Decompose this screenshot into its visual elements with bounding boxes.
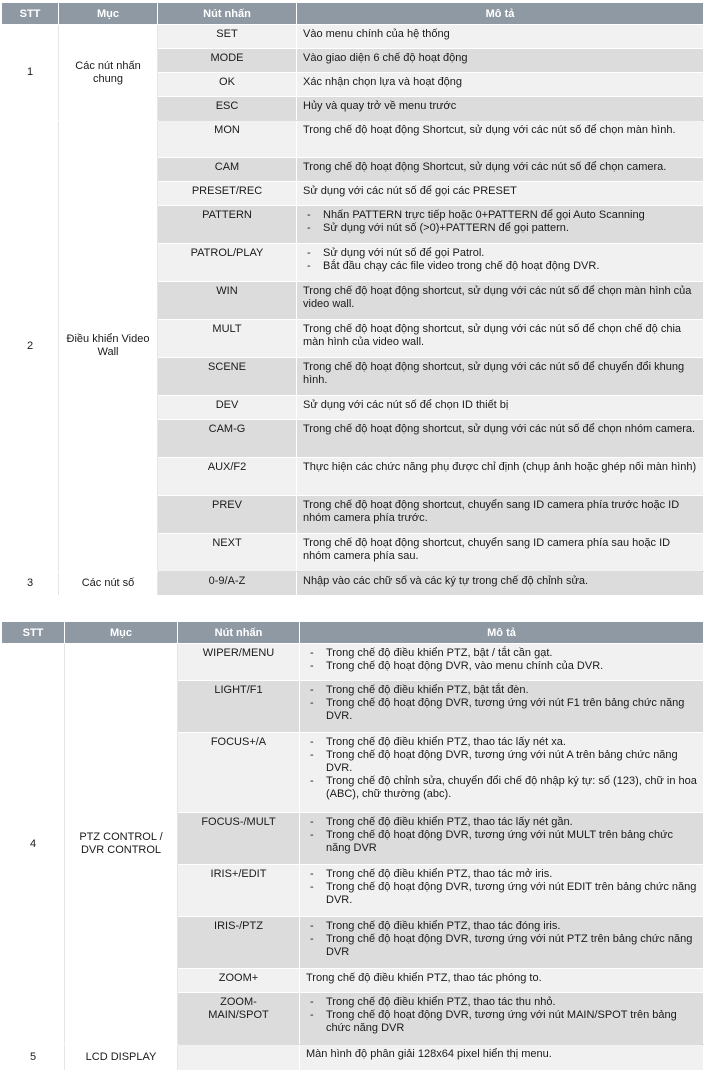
button-name [178, 1045, 300, 1071]
button-name: FOCUS-/MULT [178, 813, 300, 865]
list-item: - Trong chế độ hoạt động DVR, tương ứng với nút MAIN/SPOT trên bảng chức năng DVR [306, 1009, 697, 1035]
description: Màn hình độ phân giải 128x64 pixel hiển thị menu. [300, 1045, 704, 1071]
description: Trong chế độ hoạt động shortcut, sử dụng với các nút số để chọn chế độ chia màn hình của video wall. [297, 320, 704, 358]
description-list [303, 247, 697, 273]
header-nut-nhan: Nút nhấn [178, 622, 300, 644]
list-item: - Trong chế độ hoạt động DVR, tương ứng với nút F1 trên bảng chức năng DVR. [306, 697, 697, 723]
list-item: - Trong chế độ hoạt động DVR, tương ứng với nút PTZ trên bảng chức năng DVR [306, 933, 697, 959]
table-row [2, 1045, 704, 1071]
description: Vào menu chính của hệ thống [297, 25, 704, 49]
stt-cell: 5 [2, 1045, 65, 1071]
button-name: WIN [158, 282, 297, 320]
list-item: - Trong chế độ hoạt động DVR, tương ứng với nút A trên bảng chức năng DVR. [306, 749, 697, 775]
button-name: 0-9/A-Z [158, 572, 297, 596]
button-name: PRESET/REC [158, 182, 297, 206]
header-stt: STT [2, 3, 59, 25]
header-row [2, 3, 704, 25]
description: Sử dụng với các nút số để gọi các PRESET [297, 182, 704, 206]
header-muc: Mục [65, 622, 178, 644]
table-row [2, 25, 704, 49]
description: Trong chế độ hoạt động Shortcut, sử dụng với các nút số để chọn màn hình. [297, 121, 704, 158]
description-list [306, 868, 697, 907]
table-row [2, 121, 704, 158]
list-item: - Bắt đầu chạy các file video trong chế độ hoạt động DVR. [303, 260, 697, 273]
list-item: - Nhấn PATTERN trực tiếp hoặc 0+PATTERN để gọi Auto Scanning [303, 209, 697, 222]
button-name: PATTERN [158, 206, 297, 244]
description: Trong chế độ điều khiển PTZ, thao tác phóng to. [300, 969, 704, 993]
description: Nhập vào các chữ số và các ký tự trong chế độ chỉnh sửa. [297, 572, 704, 596]
muc-cell: Điều khiển Video Wall [59, 121, 158, 572]
header-stt: STT [2, 622, 65, 644]
button-name: NEXT [158, 534, 297, 572]
description: Vào giao diện 6 chế độ hoạt động [297, 49, 704, 73]
description-list [303, 209, 697, 235]
button-name: AUX/F2 [158, 458, 297, 496]
button-name: IRIS+/EDIT [178, 865, 300, 917]
muc-cell: Các nút số [59, 572, 158, 596]
table-row [2, 644, 704, 681]
description: Trong chế độ hoạt động shortcut, sử dụng với các nút số để chọn nhóm camera. [297, 420, 704, 458]
description [300, 813, 704, 865]
button-name: IRIS-/PTZ [178, 917, 300, 969]
button-name: WIPER/MENU [178, 644, 300, 681]
description: Trong chế độ hoạt động shortcut, chuyển sang ID camera phía trước hoặc ID nhóm camera phía trước. [297, 496, 704, 534]
description: Trong chế độ hoạt động shortcut, sử dụng với các nút số để chọn màn hình của video wall. [297, 282, 704, 320]
list-item: - Trong chế độ hoạt động DVR, tương ứng với nút EDIT trên bảng chức năng DVR. [306, 881, 697, 907]
description-list [306, 996, 697, 1035]
description [300, 917, 704, 969]
button-table-2 [1, 621, 704, 1071]
list-item: - Trong chế độ hoạt động DVR, vào menu chính của DVR. [306, 660, 697, 673]
description: Thực hiện các chức năng phụ được chỉ định (chụp ảnh hoặc ghép nối màn hình) [297, 458, 704, 496]
list-item: - Trong chế độ điều khiển PTZ, bật / tắt cần gạt. [306, 647, 697, 660]
stt-cell: 4 [2, 644, 65, 1045]
description: Hủy và quay trở về menu trước [297, 97, 704, 121]
stt-cell: 2 [2, 121, 59, 572]
button-name: MON [158, 121, 297, 158]
description: Trong chế độ hoạt động Shortcut, sử dụng với các nút số để chọn camera. [297, 158, 704, 182]
button-name: MODE [158, 49, 297, 73]
list-item: - Sử dụng với nút số (>0)+PATTERN để gọi pattern. [303, 222, 697, 235]
description-list [306, 816, 697, 855]
description: Trong chế độ hoạt động shortcut, sử dụng với các nút số để chuyển đổi khung hình. [297, 358, 704, 396]
description: Trong chế độ hoạt động shortcut, chuyển sang ID camera phía sau hoặc ID nhóm camera phía sau. [297, 534, 704, 572]
list-item: - Trong chế độ chỉnh sửa, chuyển đổi chế độ nhập ký tự: số (123), chữ in hoa (ABC), chữ thường (abc). [306, 775, 697, 801]
stt-cell: 1 [2, 25, 59, 121]
button-name: PATROL/PLAY [158, 244, 297, 282]
button-name: OK [158, 73, 297, 97]
stt-cell: 3 [2, 572, 59, 596]
description-list [306, 647, 697, 673]
button-name: SET [158, 25, 297, 49]
muc-cell: LCD DISPLAY [65, 1045, 178, 1071]
description [300, 733, 704, 813]
description: Xác nhận chọn lựa và hoạt động [297, 73, 704, 97]
button-name: CAM-G [158, 420, 297, 458]
button-name: MULT [158, 320, 297, 358]
header-mo-ta: Mô tả [297, 3, 704, 25]
description-list [306, 920, 697, 959]
list-item: - Trong chế độ điều khiển PTZ, thao tác đóng iris. [306, 920, 697, 933]
button-name: FOCUS+/A [178, 733, 300, 813]
muc-cell: Các nút nhấn chung [59, 25, 158, 121]
header-muc: Mục [59, 3, 158, 25]
muc-cell: PTZ CONTROL / DVR CONTROL [65, 644, 178, 1045]
button-name: ZOOM+ [178, 969, 300, 993]
description [297, 206, 704, 244]
button-name: CAM [158, 158, 297, 182]
description [300, 681, 704, 733]
button-name: ESC [158, 97, 297, 121]
list-item: - Trong chế độ hoạt động DVR, tương ứng với nút MULT trên bảng chức năng DVR [306, 829, 697, 855]
button-name: PREV [158, 496, 297, 534]
description [300, 644, 704, 681]
table-row [2, 572, 704, 596]
list-item: - Trong chế độ điều khiển PTZ, thao tác thu nhỏ. [306, 996, 697, 1009]
header-row [2, 622, 704, 644]
button-table-1 [1, 2, 704, 596]
description-list [306, 684, 697, 723]
button-name: SCENE [158, 358, 297, 396]
list-item: - Trong chế độ điều khiển PTZ, thao tác lấy nét xa. [306, 736, 697, 749]
list-item: - Sử dụng với nút số để gọi Patrol. [303, 247, 697, 260]
list-item: - Trong chế độ điều khiển PTZ, thao tác lấy nét gần. [306, 816, 697, 829]
header-mo-ta: Mô tả [300, 622, 704, 644]
list-item: - Trong chế độ điều khiển PTZ, thao tác mở iris. [306, 868, 697, 881]
description: Sử dụng với các nút số để chọn ID thiết bị [297, 396, 704, 420]
description-list [306, 736, 697, 801]
description [300, 865, 704, 917]
list-item: - Trong chế độ điều khiển PTZ, bật tắt đèn. [306, 684, 697, 697]
header-nut-nhan: Nút nhấn [158, 3, 297, 25]
description [297, 244, 704, 282]
button-name: DEV [158, 396, 297, 420]
button-name: ZOOM- MAIN/SPOT [178, 993, 300, 1045]
button-name: LIGHT/F1 [178, 681, 300, 733]
description [300, 993, 704, 1045]
